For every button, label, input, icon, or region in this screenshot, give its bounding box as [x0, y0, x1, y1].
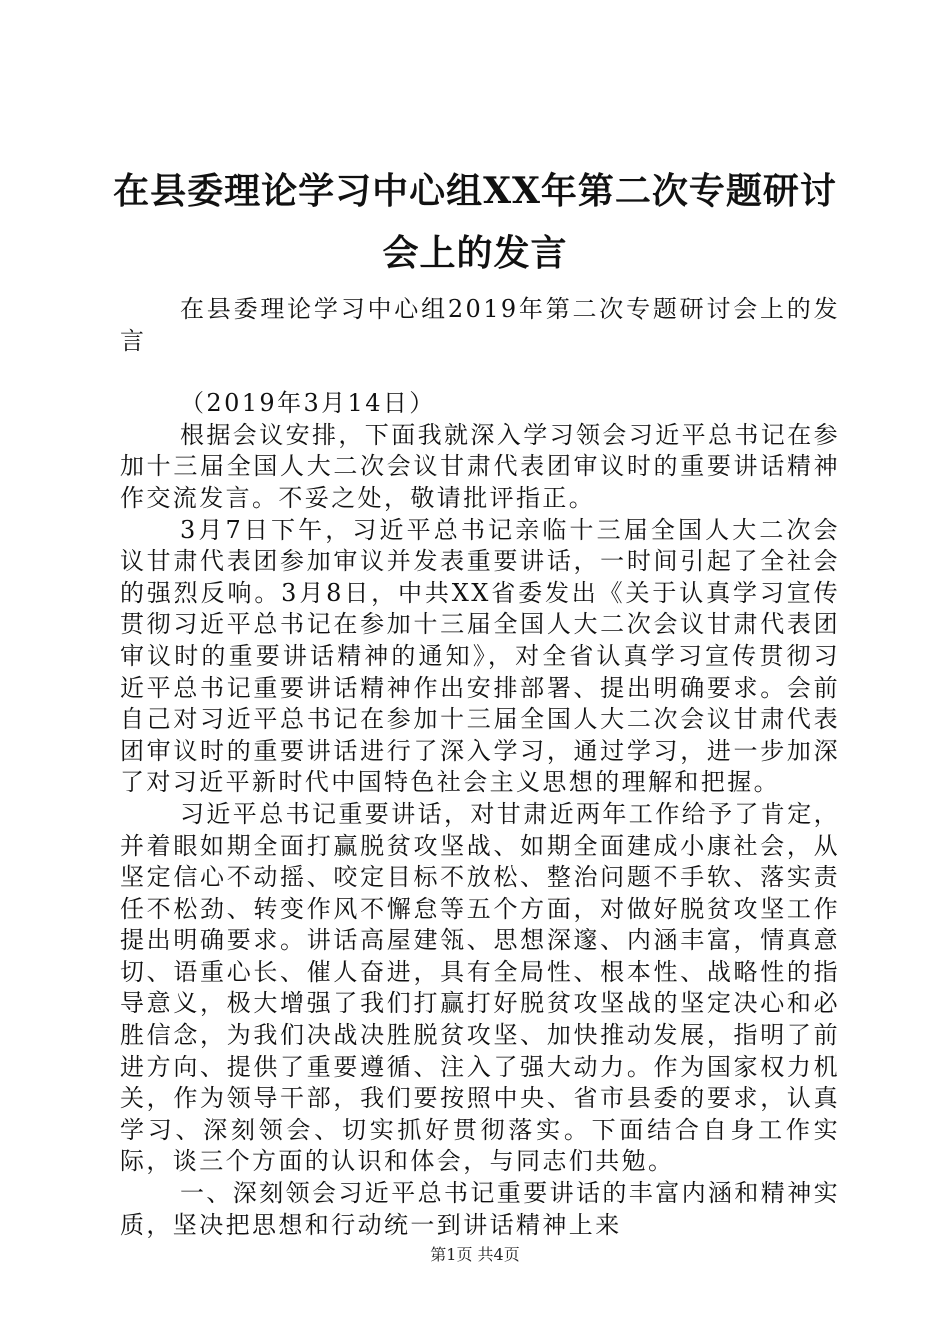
document-date: （2019年3月14日）	[180, 389, 436, 418]
document-subtitle: 在县委理论学习中心组2019年第二次专题研讨会上的发言	[120, 295, 840, 355]
section-heading-1: 一、深刻领会习近平总书记重要讲话的丰富内涵和精神实质，坚决把思想和行动统一到讲话精神上来	[120, 1179, 840, 1239]
title-line-2: 会上的发言	[382, 232, 568, 274]
paragraph-2: 3月7日下午，习近平总书记亲临十三届全国人大二次会议甘肃代表团参加审议并发表重要讲话，一时间引起了全社会的强烈反响。3月8日，中共XX省委发出《关于认真学习宣传贯彻习近平总书记在参加十三届全国人大二次会议甘肃代表团审议时的重要讲话精神的通知》，对全省认真学习宣传贯彻习近平总书记重要讲话精神作出安排部署、提出明确要求。会前自己对习近平总书记在参加十三届全国人大二次会议甘肃代表团审议时的重要讲话进行了深入学习，通过学习，进一步加深了对习近平新时代中国特色社会主义思想的理解和把握。	[120, 515, 840, 797]
title-line-1: 在县委理论学习中心组XX年第二次专题研讨	[113, 170, 837, 212]
paragraph-1: 根据会议安排，下面我就深入学习领会习近平总书记在参加十三届全国人大二次会议甘肃代表团审议时的重要讲话精神作交流发言。不妥之处，敬请批评指正。	[120, 420, 840, 512]
document-title	[80, 160, 870, 284]
page-footer: 第1页 共4页	[430, 1245, 520, 1264]
paragraph-3: 习近平总书记重要讲话，对甘肃近两年工作给予了肯定，并着眼如期全面打赢脱贫攻坚战、如期全面建成小康社会，从坚定信心不动摇、咬定目标不放松、整治问题不手软、落实责任不松劲、转变作风不懈怠等五个方面，对做好脱贫攻坚工作提出明确要求。讲话高屋建瓴、思想深邃、内涵丰富，情真意切、语重心长、催人奋进，具有全局性、根本性、战略性的指导意义，极大增强了我们打赢打好脱贫攻坚战的坚定决心和必胜信念，为我们决战决胜脱贫攻坚、加快推动发展，指明了前进方向、提供了重要遵循、注入了强大动力。作为国家权力机关，作为领导干部，我们要按照中央、省市县委的要求，认真学习、深刻领会、切实抓好贯彻落实。下面结合自身工作实际，谈三个方面的认识和体会，与同志们共勉。	[120, 799, 840, 1176]
document-body	[120, 294, 840, 1241]
